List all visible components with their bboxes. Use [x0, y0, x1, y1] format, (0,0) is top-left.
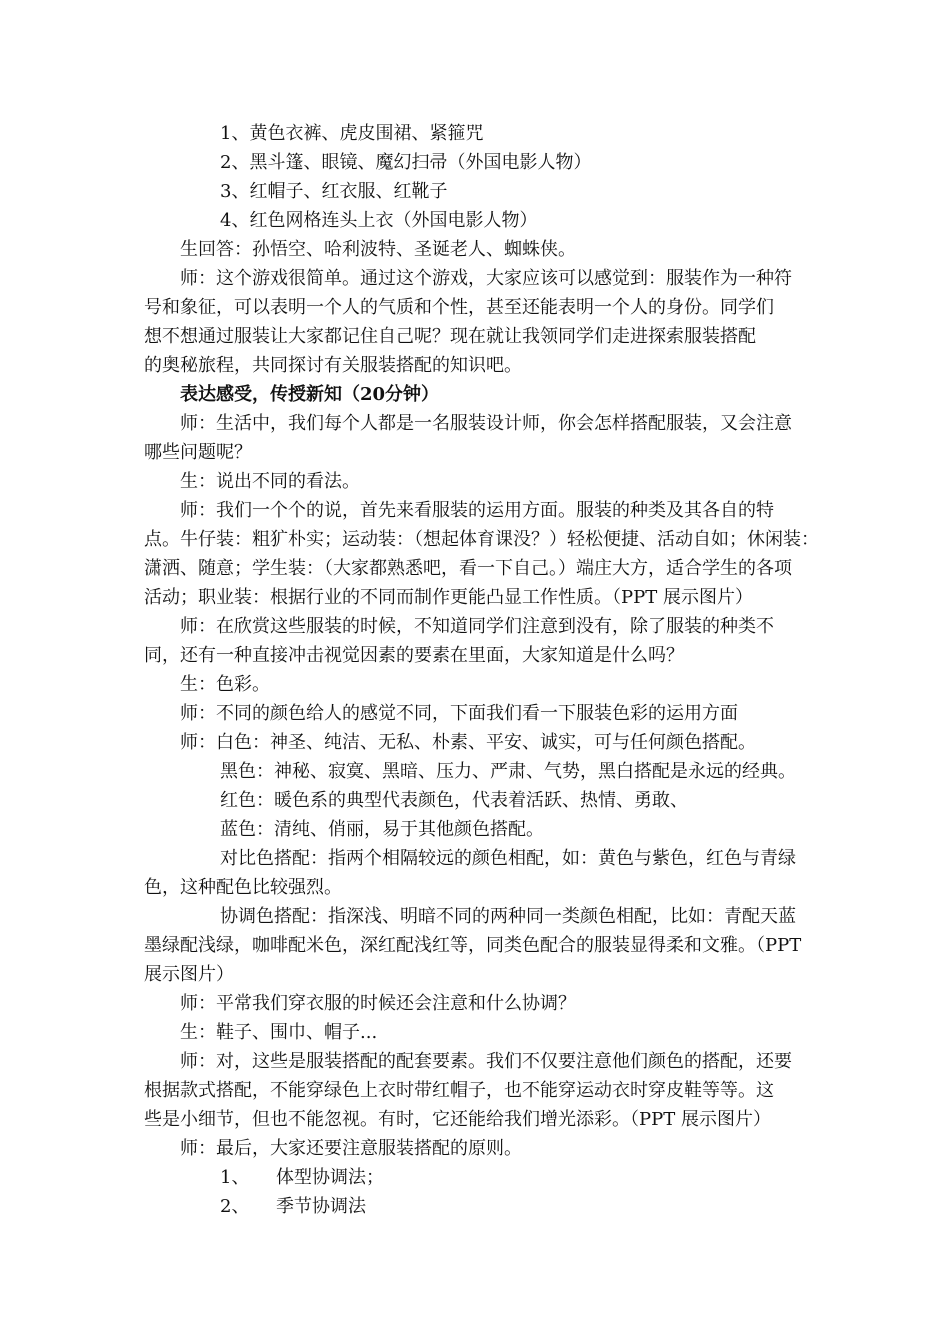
text-line: 黑色：神秘、寂寞、黑暗、压力、严肃、气势，黑白搭配是永远的经典。 [220, 761, 796, 782]
text-line: 些是小细节，但也不能忽视。有时，它还能给我们增光添彩。（PPT 展示图片） [144, 1109, 771, 1130]
text-line: 师：这个游戏很简单。通过这个游戏，大家应该可以感觉到：服装作为一种符 [180, 268, 792, 289]
text-line: 生：鞋子、围巾、帽子... [180, 1022, 378, 1043]
text-line: 协调色搭配：指深浅、明暗不同的两种同一类颜色相配，比如：青配天蓝 [220, 906, 796, 927]
text-line: 对比色搭配：指两个相隔较远的颜色相配，如：黄色与紫色，红色与青绿 [220, 848, 796, 869]
text-line: 的奥秘旅程，共同探讨有关服装搭配的知识吧。 [144, 355, 522, 376]
text-line: 师：对，这些是服装搭配的配套要素。我们不仅要注意他们颜色的搭配，还要 [180, 1051, 792, 1072]
text-line: 红色：暖色系的典型代表颜色，代表着活跃、热情、勇敢、 [220, 790, 688, 811]
text-line: 墨绿配浅绿，咖啡配米色，深红配浅红等，同类色配合的服装显得柔和文雅。（PPT [144, 935, 802, 956]
text-line: 师：生活中，我们每个人都是一名服装设计师，你会怎样搭配服装，又会注意 [180, 413, 792, 434]
text-line: 想不想通过服装让大家都记住自己呢？现在就让我领同学们走进探索服装搭配 [144, 326, 756, 347]
text-line: 点。牛仔装：粗犷朴实；运动装：（想起体育课没？）轻松便捷、活动自如；休闲装： [144, 529, 819, 550]
list-number: 1、 [220, 1167, 250, 1188]
text-line: 2、黑斗篷、眼镜、魔幻扫帚（外国电影人物） [220, 152, 592, 173]
list-item: 季节协调法 [276, 1196, 366, 1217]
text-line: 3、红帽子、红衣服、红靴子 [220, 181, 448, 202]
text-line: 生：说出不同的看法。 [180, 471, 360, 492]
text-line: 活动；职业装：根据行业的不同而制作更能凸显工作性质。（PPT 展示图片） [144, 587, 753, 608]
text-line: 师：我们一个个的说，首先来看服装的运用方面。服装的种类及其各自的特 [180, 500, 774, 521]
text-line: 哪些问题呢？ [144, 442, 252, 463]
text-line: 展示图片） [144, 964, 234, 985]
text-line: 师：在欣赏这些服装的时候，不知道同学们注意到没有，除了服装的种类不 [180, 616, 774, 637]
list-item: 体型协调法； [276, 1167, 384, 1188]
text-line: 师：不同的颜色给人的感觉不同，下面我们看一下服装色彩的运用方面 [180, 703, 738, 724]
text-line: 蓝色：清纯、俏丽，易于其他颜色搭配。 [220, 819, 544, 840]
text-line: 生回答：孙悟空、哈利波特、圣诞老人、蜘蛛侠。 [180, 239, 576, 260]
text-line: 生：色彩。 [180, 674, 270, 695]
text-line: 师：平常我们穿衣服的时候还会注意和什么协调？ [180, 993, 576, 1014]
text-line: 号和象征，可以表明一个人的气质和个性，甚至还能表明一个人的身份。同学们 [144, 297, 774, 318]
text-line: 师：最后，大家还要注意服装搭配的原则。 [180, 1138, 522, 1159]
text-line: 根据款式搭配，不能穿绿色上衣时带红帽子，也不能穿运动衣时穿皮鞋等等。这 [144, 1080, 774, 1101]
list-number: 2、 [220, 1196, 250, 1217]
text-line: 4、红色网格连头上衣（外国电影人物） [220, 210, 538, 231]
text-line: 1、黄色衣裤、虎皮围裙、紧箍咒 [220, 123, 484, 144]
section-heading: 表达感受，传授新知（20分钟） [180, 384, 440, 405]
text-line: 师：白色：神圣、纯洁、无私、朴素、平安、诚实，可与任何颜色搭配。 [180, 732, 756, 753]
text-line: 色，这种配色比较强烈。 [144, 877, 342, 898]
text-line: 潇洒、随意；学生装：（大家都熟悉吧，看一下自己。）端庄大方，适合学生的各项 [144, 558, 792, 579]
text-line: 同，还有一种直接冲击视觉因素的要素在里面，大家知道是什么吗？ [144, 645, 684, 666]
